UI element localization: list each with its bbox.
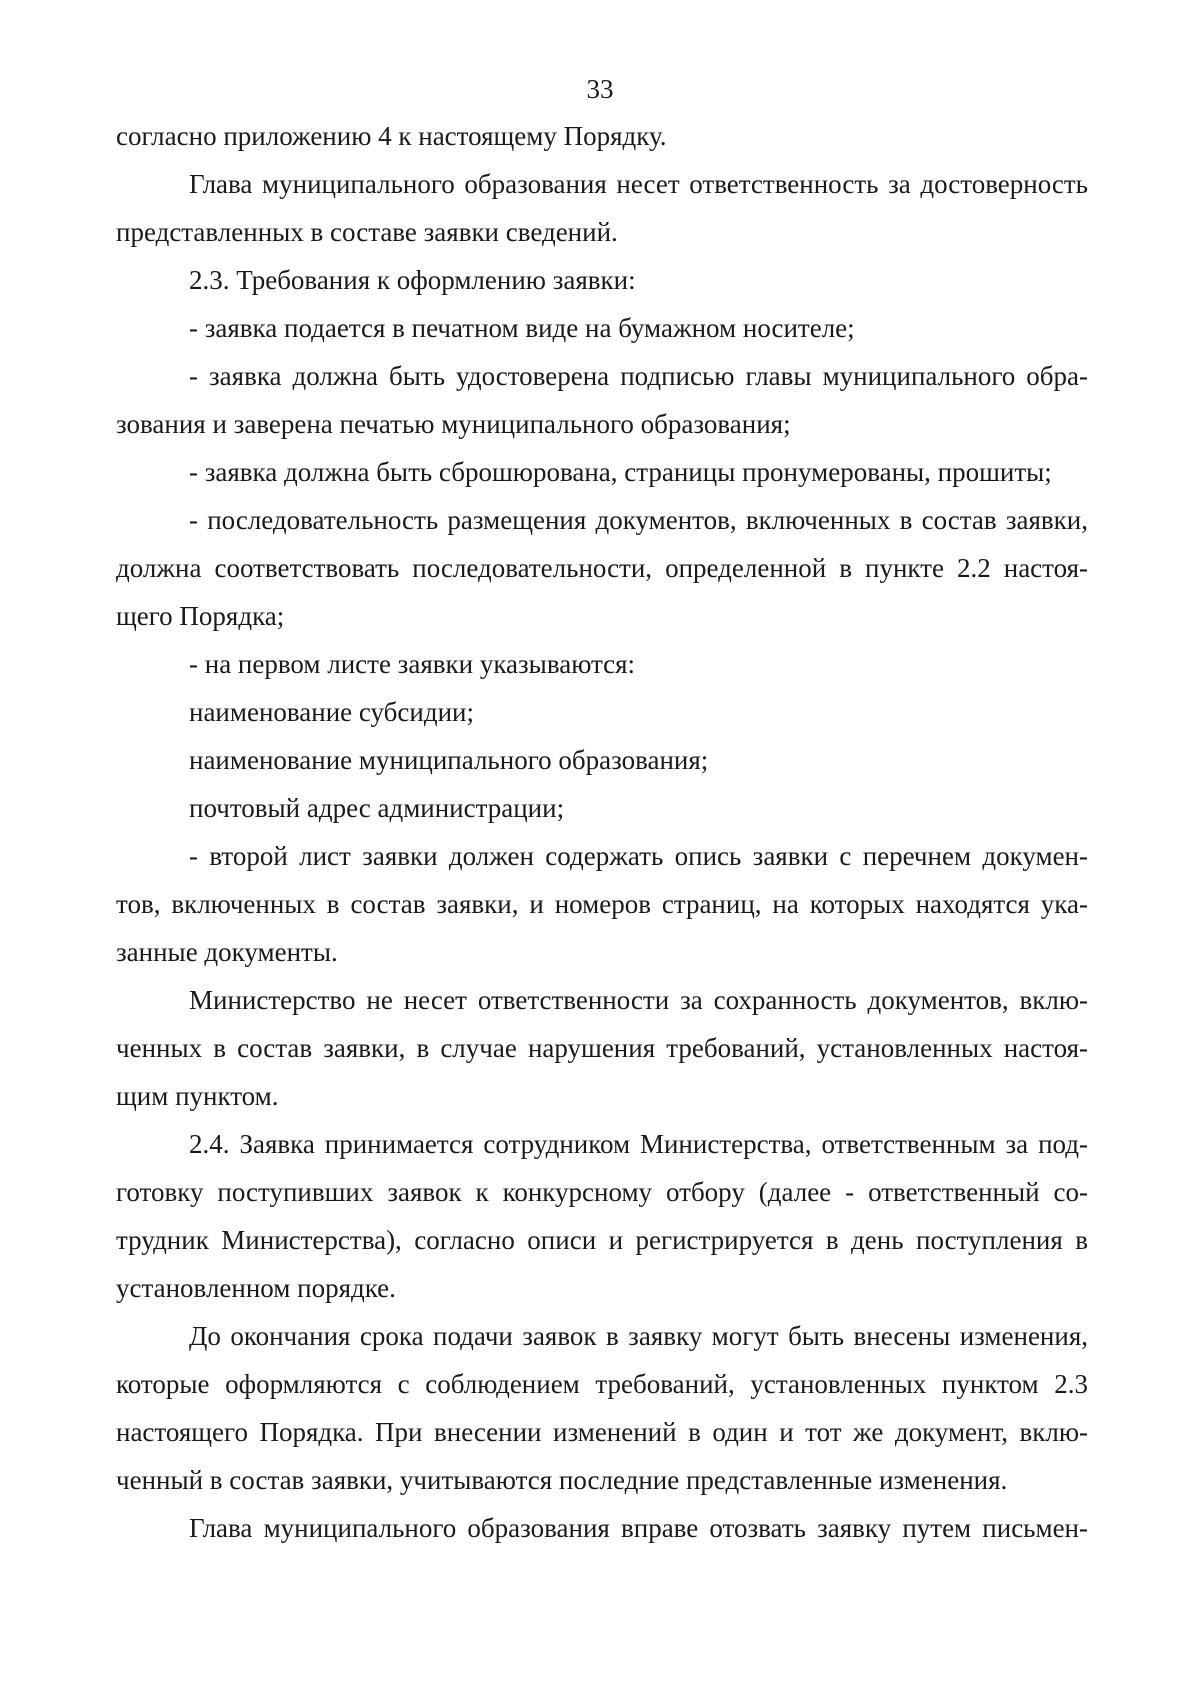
text-line: - заявка должна быть сброшюрована, страницы пронумерованы, прошиты; [189,457,1052,487]
text-line: трудник Министерства), согласно описи и регистрируется в день поступления в [116,1225,1088,1255]
paragraph [116,496,1088,640]
paragraph [116,976,1088,1120]
text-line: которые оформляются с соблюдением требований, установленных пунктом 2.3 [116,1369,1088,1399]
paragraph [116,1312,1088,1504]
text-line: щего Порядка; [116,601,285,631]
paragraph [116,448,1088,496]
text-line: щим пунктом. [116,1081,279,1111]
paragraph [116,256,1088,304]
paragraph [116,736,1088,784]
text-line: готовку поступивших заявок к конкурсному отбору (далее - ответственный со- [116,1177,1088,1207]
text-line: представленных в составе заявки сведений. [116,217,618,247]
text-line: наименование субсидии; [189,697,474,727]
paragraph [116,1120,1088,1312]
text-line: наименование муниципального образования; [189,745,709,775]
text-line: - второй лист заявки должен содержать опись заявки с перечнем докумен- [189,841,1088,871]
text-line: согласно приложению 4 к настоящему Порядку. [116,121,667,151]
paragraph [116,1504,1088,1552]
text-line: До окончания срока подачи заявок в заявку могут быть внесены изменения, [189,1321,1088,1351]
text-line: Министерство не несет ответственности за сохранность документов, вклю- [189,985,1088,1015]
text-line: ченный в состав заявки, учитываются последние представленные изменения. [116,1465,1008,1495]
text-line: 2.3. Требования к оформлению заявки: [189,265,636,295]
text-line: Глава муниципального образования вправе отозвать заявку путем письмен- [189,1513,1088,1543]
paragraph [116,784,1088,832]
text-line: тов, включенных в состав заявки, и номеров страниц, на которых находятся ука- [116,889,1088,919]
text-line: 2.4. Заявка принимается сотрудником Министерства, ответственным за под- [189,1129,1088,1159]
text-line: почтовый адрес администрации; [189,793,565,823]
text-line: установленном порядке. [116,1273,396,1303]
text-line: ченных в состав заявки, в случае нарушения требований, установленных настоя- [116,1033,1088,1063]
paragraph [116,688,1088,736]
text-line: зования и заверена печатью муниципального образования; [116,409,791,439]
page-number: 33 [586,74,614,104]
text-line: - заявка подается в печатном виде на бумажном носителе; [189,313,855,343]
text-line: - на первом листе заявки указываются: [189,649,636,679]
text-line: - заявка должна быть удостоверена подписью главы муниципального обра- [189,361,1088,391]
paragraph [116,160,1088,256]
text-line: - последовательность размещения документов, включенных в состав заявки, [189,505,1088,535]
document-body [116,112,1088,1552]
paragraph [116,352,1088,448]
text-line: должна соответствовать последовательности, определенной в пункте 2.2 настоя- [116,553,1088,583]
text-line: Глава муниципального образования несет ответственность за достоверность [189,169,1088,199]
text-line: занные документы. [116,937,338,967]
paragraph [116,112,1088,160]
paragraph [116,832,1088,976]
paragraph [116,304,1088,352]
paragraph [116,640,1088,688]
text-line: настоящего Порядка. При внесении изменений в один и тот же документ, вклю- [116,1417,1088,1447]
